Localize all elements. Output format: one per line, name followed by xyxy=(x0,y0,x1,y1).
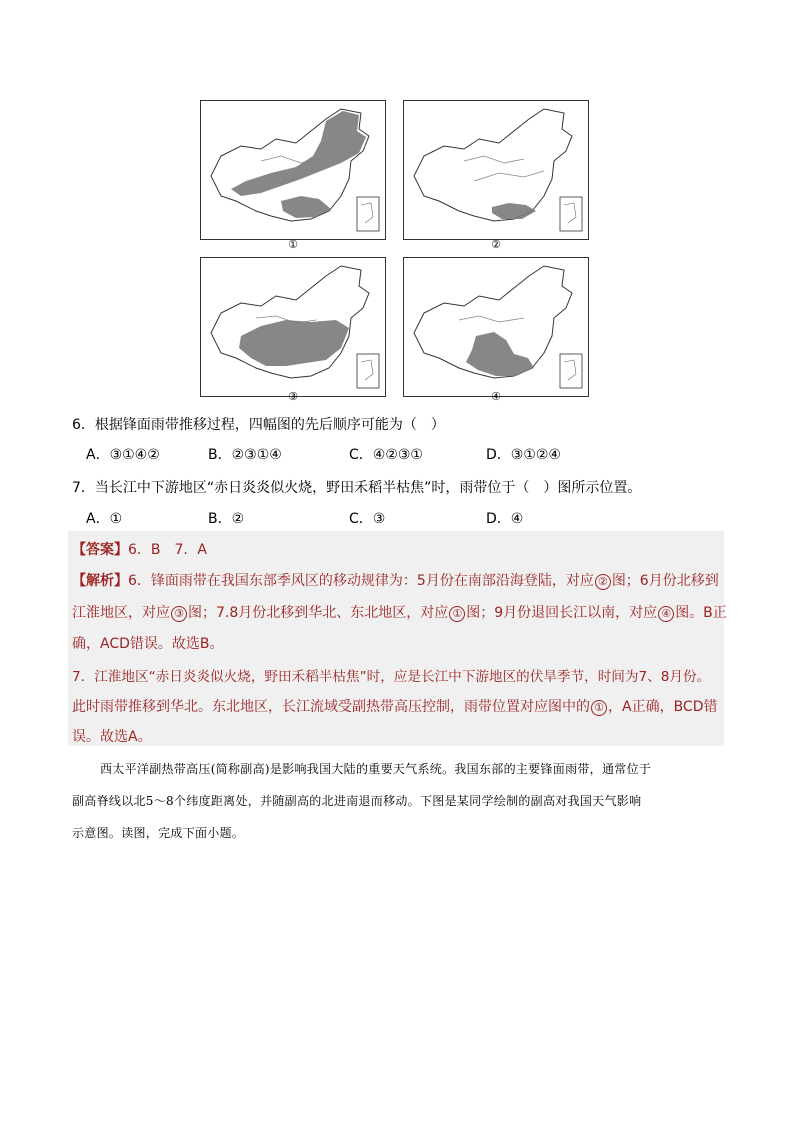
analysis-line-4: 7．江淮地区“赤日炎炎似火烧，野田禾稻半枯焦”时，应是长江中下游地区的伏旱季节，时间为7、8月份。 xyxy=(72,669,711,685)
china-outline-map-2 xyxy=(404,101,588,239)
analysis-line-5 xyxy=(72,696,718,716)
analysis-text: 图；6月份北移到 xyxy=(611,573,719,589)
circled-number: ① xyxy=(449,606,465,622)
analysis-text: 此时雨带推移到华北。东北地区，长江流域受副热带高压控制，雨带位置对应图中的 xyxy=(72,699,590,715)
map-label-4: ④ xyxy=(491,390,501,403)
passage-line-2: 副高脊线以北5～8个纬度距离处，并随副高的北进南退而移动。下图是某同学绘制的副高对我国天气影响 xyxy=(72,794,642,808)
analysis-line-2 xyxy=(72,602,727,622)
china-outline-map-1 xyxy=(201,101,385,239)
circled-number: ③ xyxy=(171,606,187,622)
question-7-option-b: B．② xyxy=(208,511,245,527)
analysis-text: 图。B正 xyxy=(675,605,727,621)
question-7-option-d: D．④ xyxy=(486,511,524,527)
question-6-stem: 6．根据锋面雨带推移过程，四幅图的先后顺序可能为（ ） xyxy=(72,417,445,433)
question-7-option-a: A．① xyxy=(86,511,123,527)
passage-line-3: 示意图。读图，完成下面小题。 xyxy=(72,826,245,840)
map-figure-3 xyxy=(200,257,386,397)
answer-text: 6．B 7．A xyxy=(128,542,207,558)
circled-number: ④ xyxy=(658,606,674,622)
map-label-2: ② xyxy=(491,238,501,251)
analysis-text: 江淮地区，对应 xyxy=(72,605,170,621)
analysis-text: 图；7.8月份北移到华北、东北地区，对应 xyxy=(188,605,449,621)
map-figure-4 xyxy=(403,257,589,397)
question-6-option-b: B．②③①④ xyxy=(208,447,282,463)
map-figure-2 xyxy=(403,100,589,240)
question-7-stem: 7．当长江中下游地区“赤日炎炎似火烧，野田禾稻半枯焦”时，雨带位于（ ）图所示位置。 xyxy=(72,480,642,496)
analysis-line-1 xyxy=(72,570,719,590)
analysis-text: 6．锋面雨带在我国东部季风区的移动规律为：5月份在南部沿海登陆，对应 xyxy=(128,573,594,589)
map-figure-1 xyxy=(200,100,386,240)
question-7-option-c: C．③ xyxy=(349,511,386,527)
circled-number: ② xyxy=(595,574,611,590)
analysis-line-6: 误。故选A。 xyxy=(72,729,152,745)
analysis-line-3: 确，ACD错误。故选B。 xyxy=(72,636,224,652)
circled-number: ① xyxy=(591,700,607,716)
answer-line xyxy=(72,539,207,559)
analysis-tag: 【解析】 xyxy=(72,573,128,589)
answer-tag: 【答案】 xyxy=(72,542,128,558)
china-outline-map-4 xyxy=(404,258,588,396)
map-label-1: ① xyxy=(288,238,298,251)
analysis-text: ，A正确，BCD错 xyxy=(608,699,718,715)
china-outline-map-3 xyxy=(201,258,385,396)
question-6-option-d: D．③①②④ xyxy=(486,447,561,463)
question-6-option-c: C．④②③① xyxy=(349,447,423,463)
analysis-text: 图；9月份退回长江以南，对应 xyxy=(466,605,658,621)
passage-line-1: 西太平洋副热带高压(简称副高)是影响我国大陆的重要天气系统。我国东部的主要锋面雨带，通常位于 xyxy=(100,762,652,776)
question-6-option-a: A．③①④② xyxy=(86,447,160,463)
map-label-3: ③ xyxy=(288,390,298,403)
